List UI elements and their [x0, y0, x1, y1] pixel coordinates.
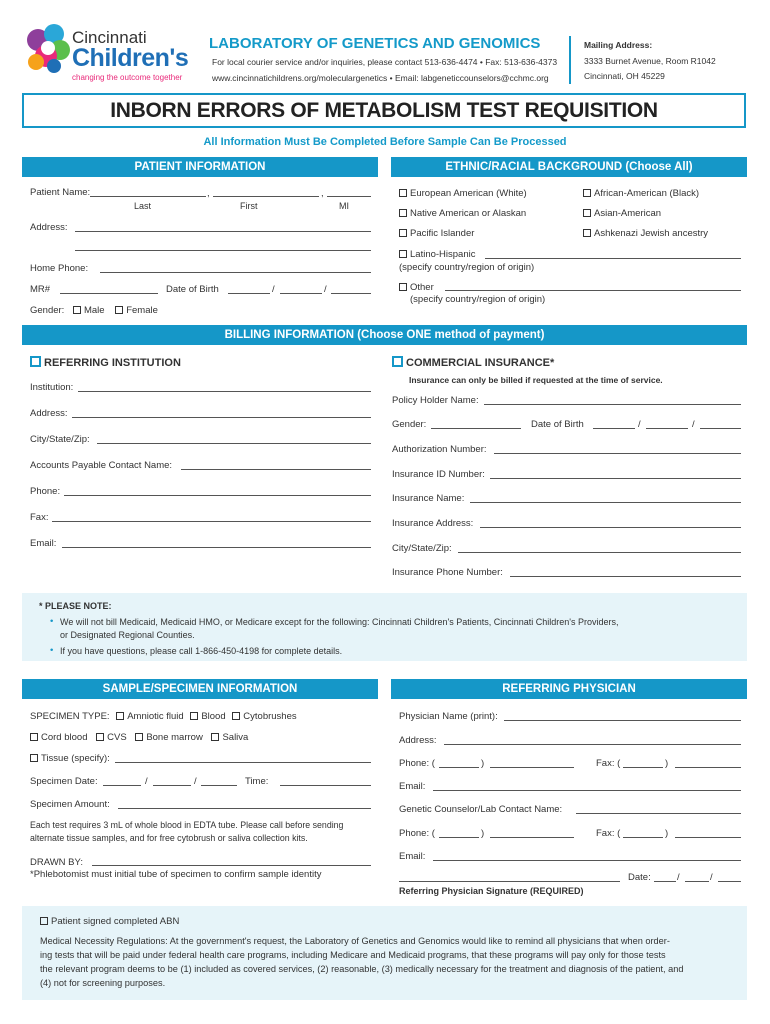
ri-fax-label: Fax: [30, 512, 49, 523]
authorization-label: Authorization Number: [392, 444, 487, 455]
counselor-phone-number[interactable] [490, 837, 574, 838]
sig-date-day[interactable] [685, 881, 709, 882]
drawn-by-field[interactable] [92, 865, 371, 866]
specimen-date-month[interactable] [103, 785, 141, 786]
bone-marrow-label: Bone marrow [146, 732, 203, 743]
counselor-email-label: Email: [399, 851, 426, 862]
insurance-id-field[interactable] [490, 478, 741, 479]
abn-text-line2: ing tests that will be paid under federal health care programs, including Medicare and Medicaid programs, that these programs will pay only for those tests [40, 950, 666, 960]
pacific-option [399, 228, 474, 239]
other-option [399, 282, 434, 293]
policy-holder-field[interactable] [484, 404, 741, 405]
ri-address-field[interactable] [72, 417, 371, 418]
european-option [399, 188, 527, 199]
slash: / [324, 284, 327, 295]
comma: , [321, 188, 324, 199]
paren-close: ) [481, 828, 485, 839]
institution-label: Institution: [30, 382, 74, 393]
ins-phone-label: Insurance Phone Number: [392, 567, 503, 578]
gender-row [30, 305, 158, 316]
note-title: * PLEASE NOTE: [39, 601, 112, 611]
dob-year-field[interactable] [331, 293, 371, 294]
abn-text-line1: Medical Necessity Regulations: At the government's request, the Laboratory of Genetics and Genomics would like to remind all physicians that when order- [40, 936, 670, 946]
header-divider [569, 36, 571, 84]
contact-line: For local courier service and/or inquiries, please contact 513-636-4474 • Fax: 513-636-4373 [212, 57, 558, 67]
date-label: Date: [628, 872, 651, 883]
asian-label: Asian-American [594, 208, 662, 219]
title-box [22, 93, 746, 128]
physician-phone-number[interactable] [490, 767, 574, 768]
institution-field[interactable] [78, 391, 371, 392]
time-field[interactable] [280, 785, 371, 786]
ins-dob-label: Date of Birth [531, 419, 584, 430]
dob-label: Date of Birth [166, 284, 219, 295]
ins-dob-year[interactable] [700, 428, 741, 429]
specimen-amount-label: Specimen Amount: [30, 799, 110, 810]
mr-field[interactable] [60, 293, 158, 294]
counselor-phone-area[interactable] [439, 837, 479, 838]
ashkenazi-checkbox[interactable] [583, 229, 591, 237]
ri-fax-field[interactable] [52, 521, 371, 522]
ins-city-field[interactable] [458, 552, 741, 553]
patient-name-label: Patient Name: [30, 187, 91, 198]
last-name-field[interactable] [90, 196, 206, 197]
slash: / [692, 419, 695, 430]
referring-institution-title [30, 356, 181, 369]
abn-checkbox[interactable] [40, 917, 48, 925]
physician-name-label: Physician Name (print): [399, 711, 498, 722]
logo-line2: Children's [72, 44, 189, 72]
ri-address-label: Address: [30, 408, 68, 419]
specimen-date-year[interactable] [201, 785, 237, 786]
male-label: Male [83, 305, 105, 316]
asian-option [583, 208, 661, 219]
mi-field[interactable] [327, 196, 371, 197]
dob-month-field[interactable] [228, 293, 270, 294]
ins-dob-month[interactable] [593, 428, 635, 429]
ap-contact-field[interactable] [181, 469, 371, 470]
african-label: African-American (Black) [594, 188, 700, 199]
ashkenazi-option [583, 228, 708, 239]
mailing-label: Mailing Address: [584, 40, 653, 50]
ri-city-field[interactable] [97, 443, 371, 444]
african-checkbox[interactable] [583, 189, 591, 197]
blood-label: Blood [201, 711, 226, 722]
physician-header: REFERRING PHYSICIAN [391, 679, 747, 699]
commercial-insurance-title [392, 356, 554, 369]
physician-phone-area[interactable] [439, 767, 479, 768]
specimen-date-label: Specimen Date: [30, 776, 98, 787]
physician-email-field[interactable] [433, 790, 741, 791]
ins-phone-field[interactable] [510, 576, 741, 577]
physician-name-field[interactable] [504, 720, 741, 721]
tissue-option [30, 753, 110, 764]
patient-info-header: PATIENT INFORMATION [22, 157, 378, 177]
address-label: Address: [30, 222, 68, 233]
time-label: Time: [245, 776, 269, 787]
form-subtitle: All Information Must Be Completed Before Sample Can Be Processed [203, 136, 567, 148]
ins-city-label: City/State/Zip: [392, 543, 452, 554]
insurance-address-label: Insurance Address: [392, 518, 474, 529]
other-note: (specify country/region of origin) [410, 294, 546, 305]
commercial-note: Insurance can only be billed if requested at the time of service. [409, 375, 663, 385]
home-phone-field[interactable] [100, 272, 371, 273]
cord-blood-checkbox[interactable] [30, 733, 38, 741]
referring-institution-checkbox[interactable] [30, 356, 41, 367]
saliva-checkbox[interactable] [211, 733, 219, 741]
blood-checkbox[interactable] [190, 712, 198, 720]
other-label: Other [410, 282, 434, 293]
latino-option [399, 249, 475, 260]
ashkenazi-label: Ashkenazi Jewish ancestry [594, 228, 709, 239]
logo-mark-icon [24, 22, 76, 78]
insurance-name-field[interactable] [470, 502, 741, 503]
lab-title: LABORATORY OF GENETICS AND GENOMICS [209, 35, 541, 52]
ethnic-header: ETHNIC/RACIAL BACKGROUND (Choose All) [391, 157, 747, 177]
counselor-fax-number[interactable] [675, 837, 741, 838]
native-checkbox[interactable] [399, 209, 407, 217]
home-phone-label: Home Phone: [30, 263, 89, 274]
female-label: Female [126, 305, 158, 316]
tissue-label: Tissue (specify): [41, 753, 110, 764]
ri-email-label: Email: [30, 538, 57, 549]
counselor-phone-label: Phone: ( [399, 828, 435, 839]
other-checkbox[interactable] [399, 283, 407, 291]
signature-caption: Referring Physician Signature (REQUIRED) [399, 886, 584, 896]
native-label: Native American or Alaskan [410, 208, 527, 219]
first-name-field[interactable] [213, 196, 319, 197]
requirement-line1: Each test requires 3 mL of whole blood in EDTA tube. Please call before sending [30, 820, 344, 830]
slash: / [677, 872, 680, 883]
physician-email-label: Email: [399, 781, 426, 792]
amniotic-label: Amniotic fluid [127, 711, 184, 722]
physician-fax-label: Fax: ( [596, 758, 621, 769]
insurance-name-label: Insurance Name: [392, 493, 465, 504]
billing-header: BILLING INFORMATION (Choose ONE method of payment) [22, 325, 747, 345]
european-label: European American (White) [410, 188, 527, 199]
physician-address-field[interactable] [444, 744, 741, 745]
physician-fax-number[interactable] [675, 767, 741, 768]
note-bullet1b: or Designated Regional Counties. [60, 630, 195, 640]
cvs-label: CVS [107, 732, 127, 743]
bone-marrow-checkbox[interactable] [135, 733, 143, 741]
african-option [583, 188, 699, 199]
abn-text-line3: the relevant program deems to be (1) included as covered services, (2) reasonable, (3) medically necessary for the treatment and diagnosis of the patient, and [40, 964, 684, 974]
ri-email-field[interactable] [62, 547, 371, 548]
sig-date-month[interactable] [654, 881, 676, 882]
paren-close: ) [665, 758, 669, 769]
drawn-by-label: DRAWN BY: [30, 857, 83, 868]
commercial-insurance-label: COMMERCIAL INSURANCE* [406, 357, 555, 369]
referring-institution-label: REFERRING INSTITUTION [44, 357, 181, 369]
counselor-fax-label: Fax: ( [596, 828, 621, 839]
slash: / [145, 776, 148, 787]
paren-close: ) [665, 828, 669, 839]
insurance-address-field[interactable] [480, 527, 741, 528]
mailing-line2: Cincinnati, OH 45229 [584, 71, 665, 81]
counselor-field[interactable] [576, 813, 741, 814]
abn-label: Patient signed completed ABN [51, 916, 180, 927]
european-checkbox[interactable] [399, 189, 407, 197]
logo-line1: Cincinnati [72, 28, 147, 47]
saliva-label: Saliva [222, 732, 249, 743]
physician-phone-label [399, 758, 435, 769]
requirement-line2: alternate tissue samples, and for free cytobrush or saliva collection kits. [30, 833, 308, 843]
web-line: www.cincinnatichildrens.org/moleculargenetics • Email: labgeneticcounselors@cchmc.org [212, 73, 549, 83]
sig-date-year[interactable] [718, 881, 741, 882]
ri-phone-field[interactable] [64, 495, 371, 496]
physician-fax-area[interactable] [623, 767, 663, 768]
amniotic-checkbox[interactable] [116, 712, 124, 720]
abn-option [40, 916, 179, 927]
asian-checkbox[interactable] [583, 209, 591, 217]
specimen-date-day[interactable] [153, 785, 191, 786]
latino-label: Latino-Hispanic [410, 249, 476, 260]
note-bullet2-dot: • [50, 645, 54, 656]
specimen-type-row [30, 711, 297, 722]
cord-blood-label: Cord blood [41, 732, 88, 743]
ap-contact-label: Accounts Payable Contact Name: [30, 460, 173, 471]
specimen-type-label: SPECIMEN TYPE: [30, 711, 110, 722]
note-bullet2: If you have questions, please call 1-866-450-4198 for complete details. [60, 646, 343, 656]
counselor-label: Genetic Counselor/Lab Contact Name: [399, 804, 563, 815]
gender-label: Gender: [30, 305, 65, 316]
dob-day-field[interactable] [280, 293, 322, 294]
phone-paren: Phone: ( [399, 758, 435, 769]
female-checkbox[interactable] [115, 306, 123, 314]
male-checkbox[interactable] [73, 306, 81, 314]
tissue-field[interactable] [115, 762, 371, 763]
policy-holder-label: Policy Holder Name: [392, 395, 479, 406]
ins-dob-day[interactable] [646, 428, 688, 429]
latino-checkbox[interactable] [399, 250, 407, 258]
slash: / [194, 776, 197, 787]
specimen-type-row2 [30, 732, 248, 743]
first-caption: First [240, 201, 258, 211]
authorization-field[interactable] [494, 453, 741, 454]
ri-phone-label: Phone: [30, 486, 61, 497]
counselor-fax-area[interactable] [623, 837, 663, 838]
native-option [399, 208, 526, 219]
slash: / [638, 419, 641, 430]
commercial-insurance-checkbox[interactable] [392, 356, 403, 367]
note-bullet1a: We will not bill Medicaid, Medicaid HMO, or Medicare except for the following: Cincinnati Children's Patients, Cincinnati Children's Providers, [60, 617, 619, 627]
address-field-1[interactable] [75, 231, 371, 232]
cytobrushes-checkbox[interactable] [232, 712, 240, 720]
specimen-amount-field[interactable] [118, 808, 371, 809]
mi-caption: MI [339, 201, 349, 211]
comma: , [207, 188, 210, 199]
form-title: INBORN ERRORS OF METABOLISM TEST REQUISITION [110, 98, 658, 122]
note-bullet1-dot: • [50, 616, 54, 627]
other-specify-field[interactable] [445, 290, 741, 291]
abn-text-line4: (4) not for screening purposes. [40, 978, 166, 988]
cvs-checkbox[interactable] [96, 733, 104, 741]
paren-close: ) [481, 758, 485, 769]
cincinnati-childrens-logo [24, 22, 194, 84]
address-field-2[interactable] [75, 250, 371, 251]
ins-gender-field[interactable] [431, 428, 521, 429]
latino-note: (specify country/region of origin) [399, 262, 535, 273]
mr-label: MR# [30, 284, 51, 295]
cytobrushes-label: Cytobrushes [243, 711, 297, 722]
slash: / [272, 284, 275, 295]
slash: / [710, 872, 713, 883]
signature-field[interactable] [399, 881, 620, 882]
pacific-label: Pacific Islander [410, 228, 475, 239]
last-caption: Last [134, 201, 152, 211]
pacific-checkbox[interactable] [399, 229, 407, 237]
logo-tagline: changing the outcome together [72, 73, 183, 82]
mailing-line1: 3333 Burnet Avenue, Room R1042 [584, 56, 716, 66]
phlebotomist-note: *Phlebotomist must initial tube of specimen to confirm sample identity [30, 869, 322, 880]
ins-gender-label: Gender: [392, 419, 427, 430]
latino-specify-field[interactable] [485, 258, 741, 259]
insurance-id-label: Insurance ID Number: [392, 469, 485, 480]
counselor-email-field[interactable] [433, 860, 741, 861]
tissue-checkbox[interactable] [30, 754, 38, 762]
ri-city-label: City/State/Zip: [30, 434, 90, 445]
physician-address-label: Address: [399, 735, 437, 746]
sample-header: SAMPLE/SPECIMEN INFORMATION [22, 679, 378, 699]
